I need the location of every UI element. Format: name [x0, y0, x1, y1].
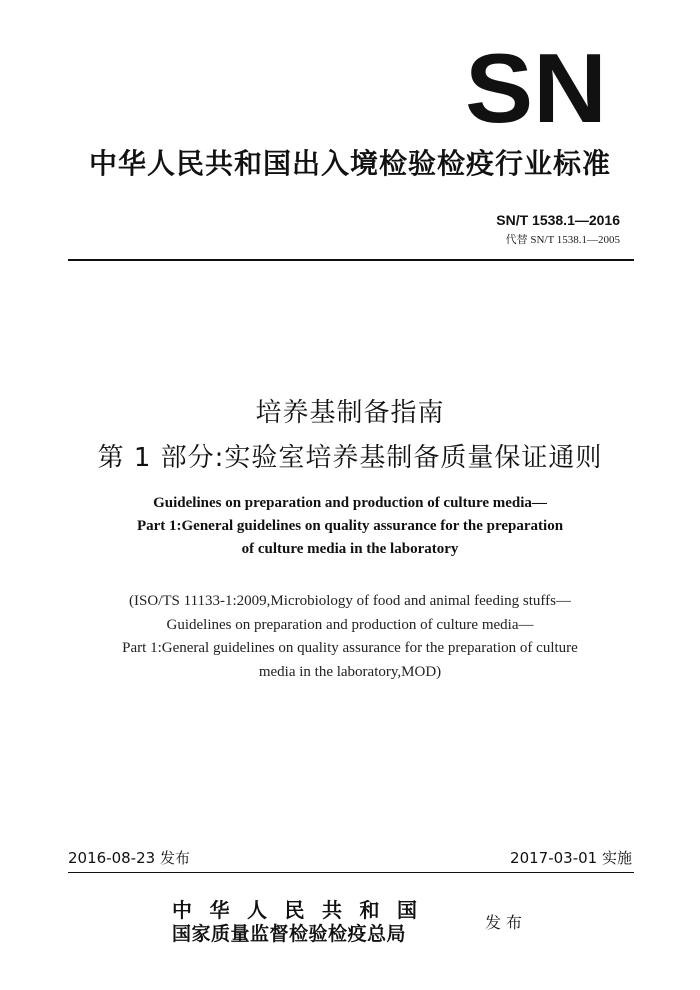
sn-logo-text: SN	[465, 40, 607, 140]
issuer-country: 中华人民共和国	[172, 898, 435, 922]
iso-reference-line: (ISO/TS 11133-1:2009,Microbiology of food and animal feeding stuffs—	[129, 593, 571, 609]
iso-reference-line: Part 1:General guidelines on quality assurance for the preparation of culture	[122, 640, 578, 656]
sn-logo	[462, 40, 610, 140]
title-cn-part: 第 1 部分:实验室培养基制备质量保证通则	[97, 443, 603, 473]
issuer-agency: 国家质量监督检验检疫总局	[172, 923, 407, 945]
title-cn-main: 培养基制备指南	[255, 398, 445, 428]
sn-logo-graphic	[462, 40, 610, 140]
title-en-line: Part 1:General guidelines on quality assurance for the preparation	[136, 518, 564, 534]
replaces-standard: 代替 SN/T 1538.1—2005	[505, 234, 620, 246]
iso-reference-line: media in the laboratory,MOD)	[258, 663, 442, 680]
header-divider	[68, 259, 634, 261]
standard-number: SN/T 1538.1—2016	[496, 212, 620, 228]
iso-reference	[60, 590, 640, 684]
title-english	[80, 492, 620, 561]
standard-category: 中华人民共和国出入境检验检疫行业标准	[88, 147, 611, 180]
title-en-line: Guidelines on preparation and production of culture media—	[153, 495, 547, 511]
issue-date: 2016-08-23 发布	[68, 849, 190, 867]
iso-reference-line: Guidelines on preparation and production of culture media—	[166, 616, 534, 633]
implementation-date: 2017-03-01 实施	[510, 849, 632, 867]
issuer-action: 发布	[485, 913, 528, 932]
footer-divider	[68, 872, 634, 873]
issuing-authority	[172, 898, 472, 946]
title-en-line: of culture media in the laboratory	[241, 541, 459, 557]
